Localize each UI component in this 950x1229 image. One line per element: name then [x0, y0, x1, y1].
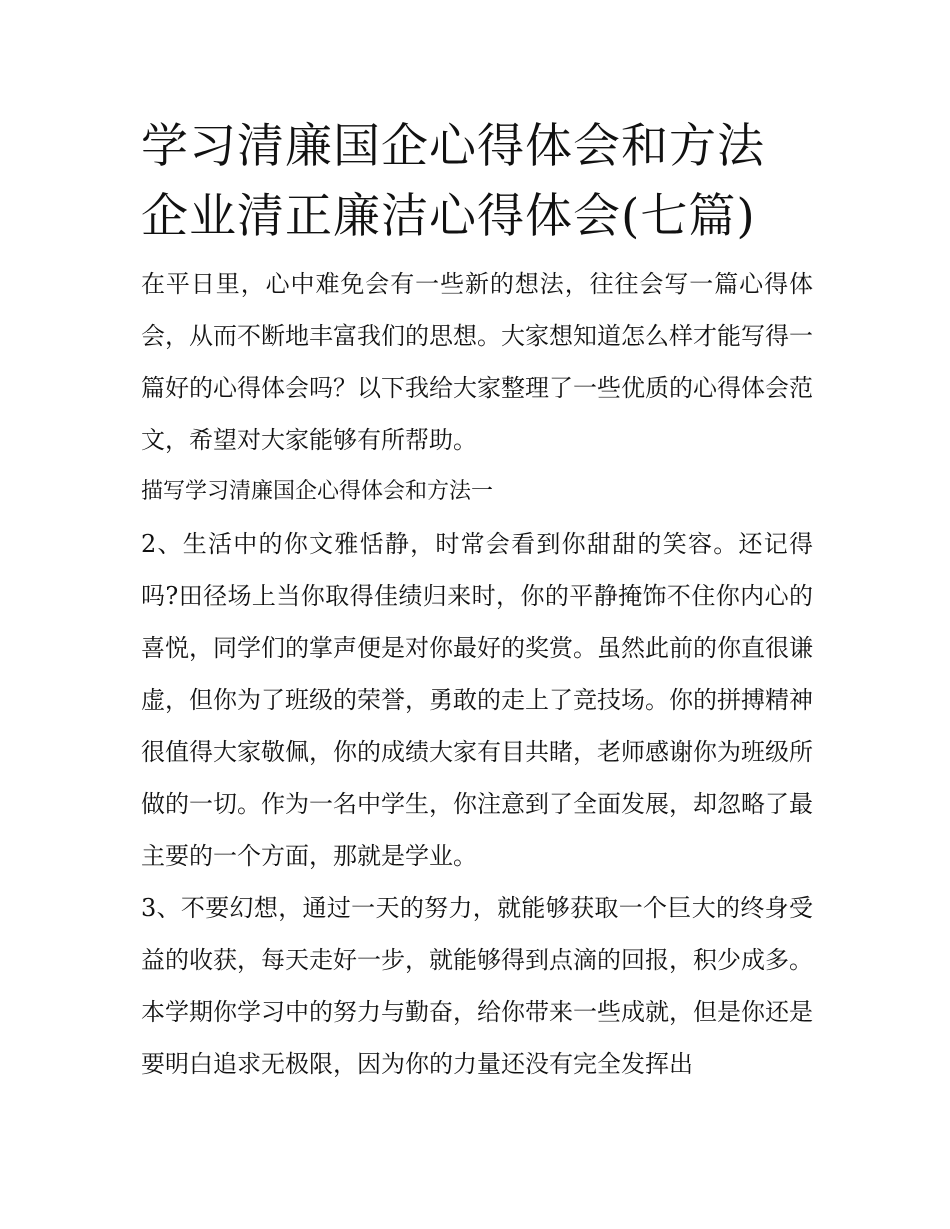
paragraph-3: 3、不要幻想，通过一天的努力，就能够获取一个巨大的终身受益的收获，每天走好一步，就能够得到点滴的回报，积少成多。本学期你学习中的努力与勤奋，给你带来一些成就，但是你还是要明白追求无极限，因为你的力量还没有完全发挥出 — [141, 894, 813, 1078]
paragraph-2: 2、生活中的你文雅恬静，时常会看到你甜甜的笑容。还记得吗?田径场上当你取得佳绩归来时，你的平静掩饰不住你内心的喜悦，同学们的掌声便是对你最好的奖赏。虽然此前的你直很谦虚，但你为了班级的荣誉，勇敢的走上了竞技场。你的拼搏精神很值得大家敬佩，你的成绩大家有目共睹，老师感谢你为班级所做的一切。作为一名中学生，你注意到了全面发展，却忽略了最主要的一个方面，那就是学业。 — [141, 530, 813, 870]
document-page — [141, 112, 813, 1090]
document-title — [141, 112, 813, 252]
intro-paragraph: 在平日里，心中难免会有一些新的想法，往往会写一篇心得体会，从而不断地丰富我们的思想。大家想知道怎么样才能写得一篇好的心得体会吗？以下我给大家整理了一些优质的心得体会范文，希望对大家能够有所帮助。 — [141, 270, 813, 454]
title-line-1: 学习清廉国企心得体会和方法 — [141, 119, 765, 174]
section-heading: 描写学习清廉国企心得体会和方法一 — [141, 479, 494, 504]
title-line-2: 企业清正廉洁心得体会(七篇) — [141, 189, 756, 244]
